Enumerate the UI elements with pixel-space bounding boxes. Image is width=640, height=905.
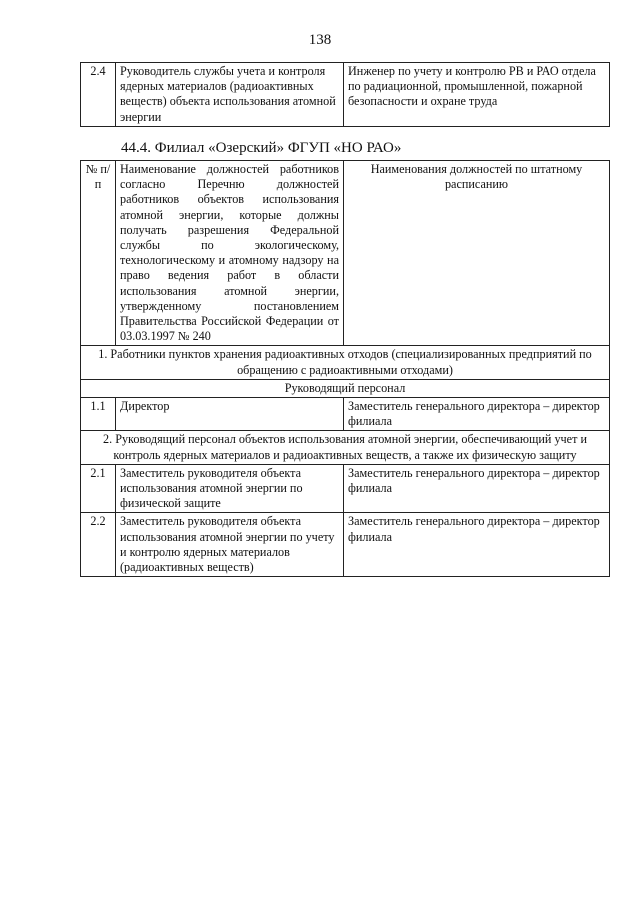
group-title-row xyxy=(81,431,610,464)
continuation-table xyxy=(80,62,610,127)
staff-position: Заместитель генерального директора – директор филиала xyxy=(344,513,610,577)
position-requirement: Директор xyxy=(116,398,344,431)
section-title: 44.4. Филиал «Озерский» ФГУП «НО РАО» xyxy=(121,140,402,156)
row-number: 2.1 xyxy=(81,464,116,513)
group-1-title: 1. Работники пунктов хранения радиоактивных отходов (специализированных предприятий по обращению с радиоактивными отходами) xyxy=(81,346,610,379)
row-number: 1.1 xyxy=(81,398,116,431)
staff-position: Инженер по учету и контролю РВ и РАО отдела по радиационной, промышленной, пожарной безопасности и охране труда xyxy=(344,63,610,127)
table-header-row xyxy=(81,161,610,346)
staff-position: Заместитель генерального директора – директор филиала xyxy=(344,464,610,513)
table-row xyxy=(81,63,610,127)
table-row xyxy=(81,513,610,577)
header-position: Наименования должностей по штатному расписанию xyxy=(344,161,610,346)
subgroup-row xyxy=(81,379,610,397)
positions-table xyxy=(80,160,610,577)
header-name: Наименование должностей работников согласно Перечню должностей работников объектов использования атомной энергии, которые должны получать разрешения Федеральной службы по экологическому, технологическому и атомному надзору на право ведения работ в области использования атомной энергии, утвержденному постановлением Правительства Российской Федерации от 03.03.1997 № 240 xyxy=(116,161,344,346)
position-requirement: Руководитель службы учета и контроля ядерных материалов (радиоактивных веществ) объекта использования атомной энергии xyxy=(116,63,344,127)
table-row xyxy=(81,464,610,513)
group-1-subtitle: Руководящий персонал xyxy=(81,379,610,397)
group-title-row xyxy=(81,346,610,379)
page-number: 138 xyxy=(308,32,332,48)
header-number: № п/п xyxy=(81,161,116,346)
row-number: 2.2 xyxy=(81,513,116,577)
row-number: 2.4 xyxy=(81,63,116,127)
position-requirement: Заместитель руководителя объекта использования атомной энергии по учету и контролю ядерных материалов (радиоактивных веществ) xyxy=(116,513,344,577)
group-2-title: 2. Руководящий персонал объектов использования атомной энергии, обеспечивающий учет и контроль ядерных материалов и радиоактивных веществ, а также их физическую защиту xyxy=(81,431,610,464)
position-requirement: Заместитель руководителя объекта использования атомной энергии по физической защите xyxy=(116,464,344,513)
staff-position: Заместитель генерального директора – директор филиала xyxy=(344,398,610,431)
table-row xyxy=(81,398,610,431)
